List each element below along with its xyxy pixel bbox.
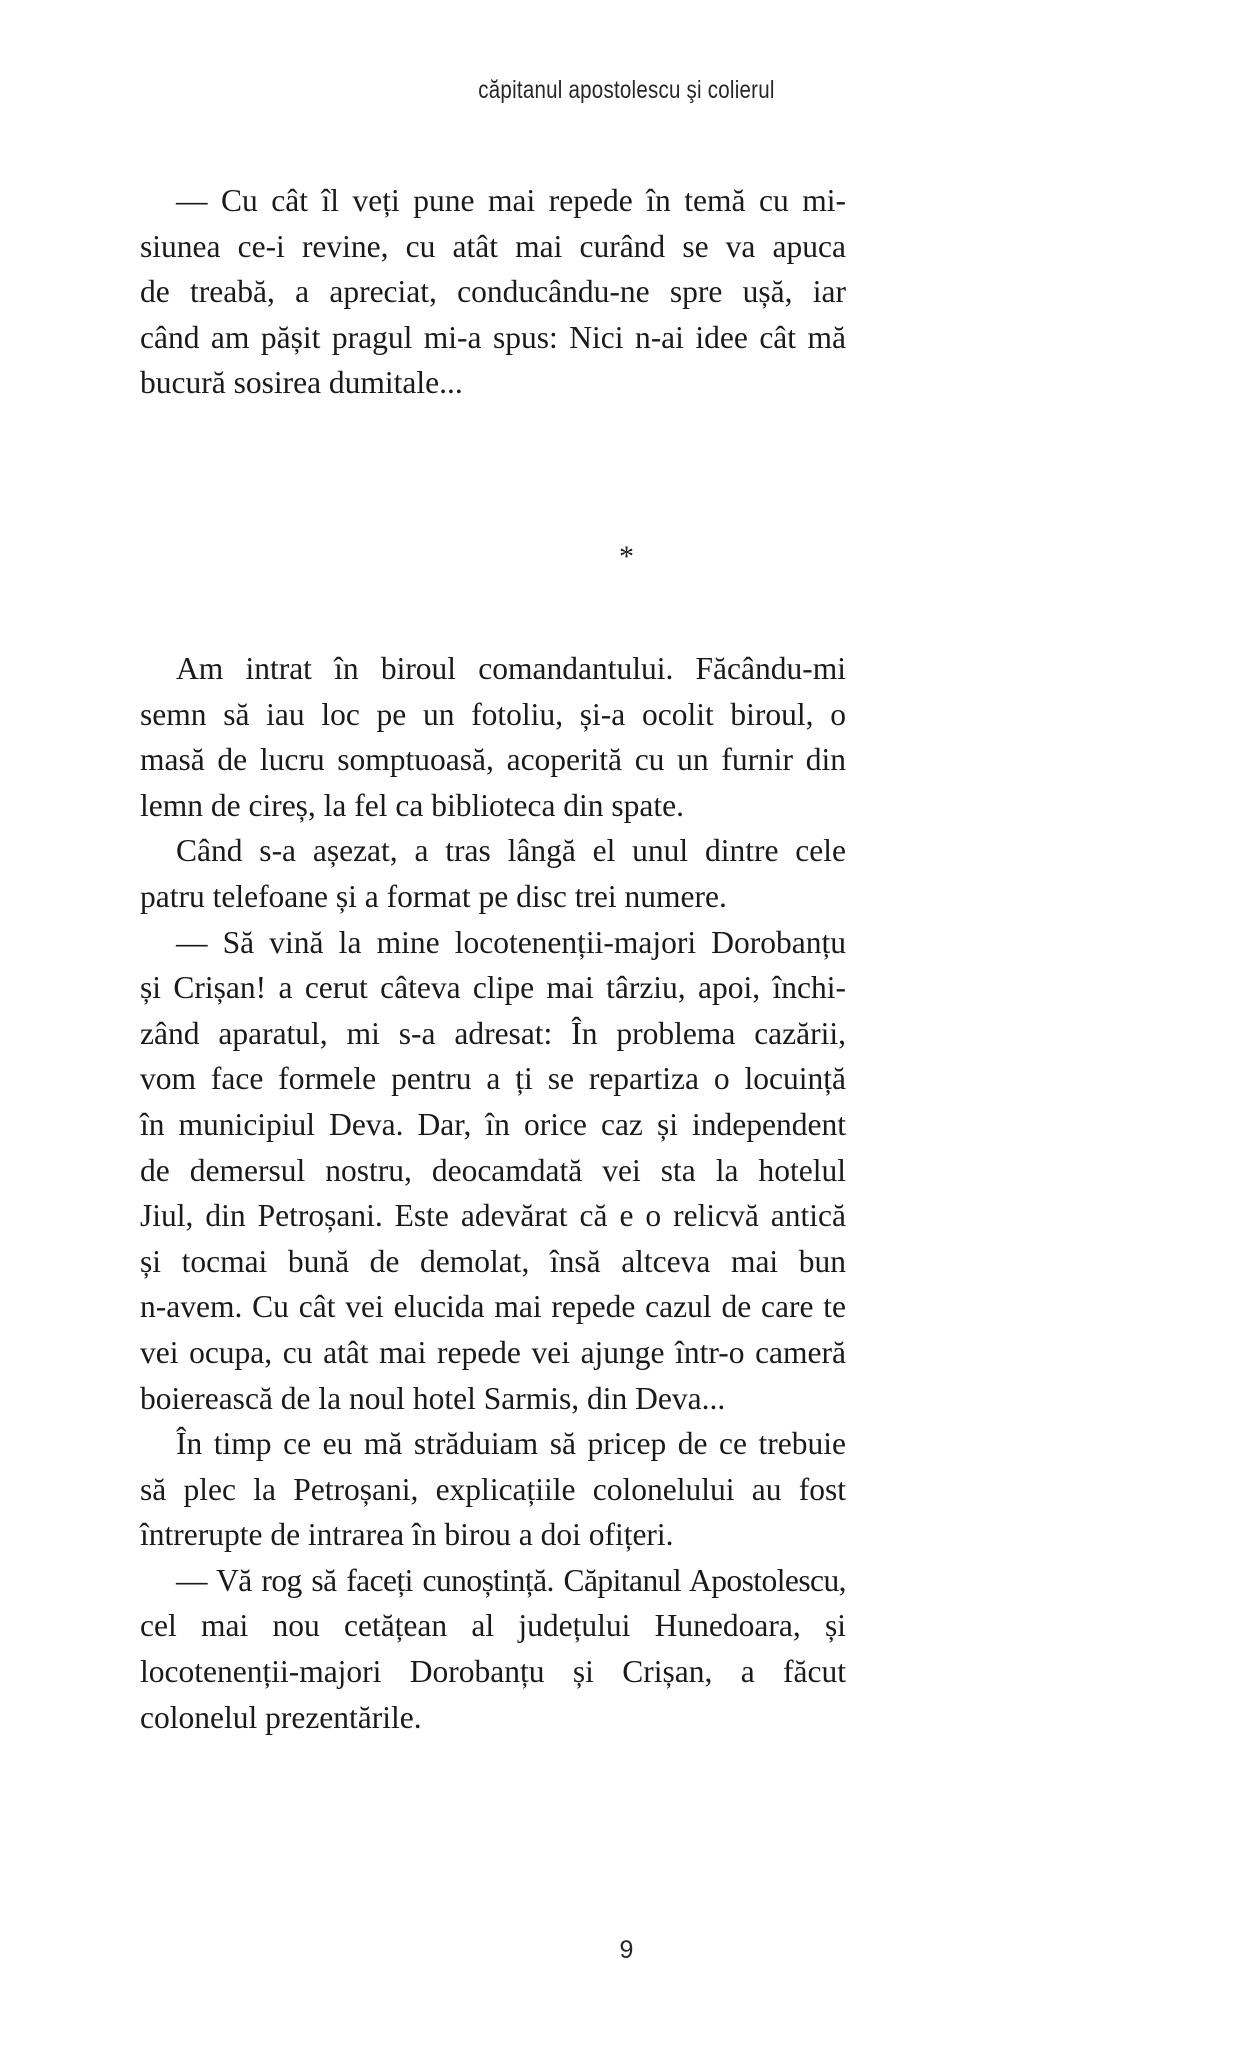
line: — Să vină la mine locotenenții-majori Dorobanțu (176, 924, 846, 960)
paragraph-6 (140, 1558, 846, 1740)
line: de treabă, a apreciat, conducându-ne spre ușă, iar (140, 274, 846, 310)
line: locotenenții-majori Dorobanțu și Crișan, a făcut (140, 1654, 846, 1690)
line: în municipiul Deva. Dar, în orice caz și independent (140, 1106, 846, 1142)
line: vei ocupa, cu atât mai repede vei ajunge într-o cameră (140, 1334, 846, 1370)
line: să plec la Petroșani, explicațiile colonelului au fost (140, 1471, 846, 1507)
line: — Cu cât îl veți pune mai repede în temă cu mi- (176, 183, 846, 218)
line: colonelul prezentările. (140, 1699, 422, 1735)
page-number: 9 (619, 1936, 634, 1964)
line: semn să iau loc pe un fotoliu, și-a ocolit biroul, o (140, 696, 846, 732)
line: — Vă rog să faceți cunoștință. Căpitanul Apostolescu, (176, 1562, 846, 1598)
paragraph-1 (140, 178, 846, 406)
line: și tocmai bună de demolat, însă altceva mai bun (140, 1243, 846, 1279)
line: Jiul, din Petroșani. Este adevărat că e o relicvă antică (140, 1198, 846, 1234)
text-column-bottom (140, 646, 846, 1740)
line: Am intrat în biroul comandantului. Făcându-mi (176, 651, 846, 686)
paragraph-4 (140, 920, 846, 1422)
line: n-avem. Cu cât vei elucida mai repede cazul de care te (140, 1289, 846, 1325)
paragraph-2 (140, 646, 846, 828)
line: masă de lucru somptuoasă, acoperită cu un furnir din (140, 742, 846, 778)
line: vom face formele pentru a ți se repartiza o locuință (140, 1061, 846, 1097)
line: siunea ce-i revine, cu atât mai curând se va apuca (140, 228, 846, 264)
line: În timp ce eu mă străduiam să pricep de ce trebuie (176, 1426, 846, 1462)
line: de demersul nostru, deocamdată vei sta la hotelul (140, 1152, 846, 1188)
line: întrerupte de intrarea în birou a doi ofițeri. (140, 1517, 674, 1553)
line: când am pășit pragul mi-a spus: Nici n-ai idee cât mă (140, 319, 846, 355)
line: zând aparatul, mi s-a adresat: În problema cazării, (140, 1015, 846, 1051)
paragraph-3 (140, 828, 846, 919)
running-header: căpitanul apostolescu şi colierul (478, 76, 775, 104)
line: patru telefoane și a format pe disc trei numere. (140, 878, 727, 914)
line: boierească de la noul hotel Sarmis, din Deva... (140, 1380, 726, 1416)
section-separator (0, 540, 1253, 574)
line: și Crișan! a cerut câteva clipe mai târziu, apoi, închi- (140, 970, 846, 1006)
line: cel mai nou cetățean al județului Hunedoara, și (140, 1608, 846, 1644)
asterisk-glyph: * (619, 540, 634, 573)
line: Când s-a așezat, a tras lângă el unul dintre cele (176, 833, 846, 869)
text-column-top (140, 178, 846, 406)
line: bucură sosirea dumitale... (140, 365, 463, 401)
line: lemn de cireș, la fel ca biblioteca din spate. (140, 787, 685, 823)
paragraph-5 (140, 1421, 846, 1558)
